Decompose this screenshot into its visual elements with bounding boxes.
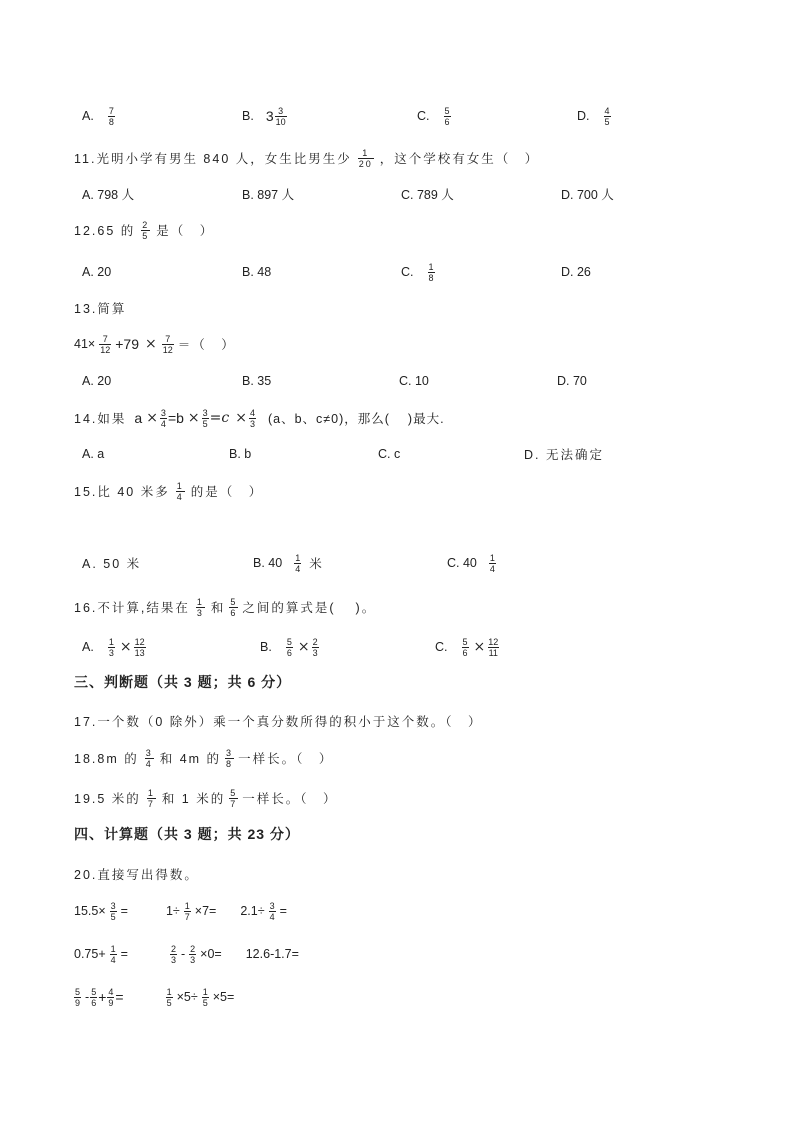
expression-text: 41×	[74, 337, 96, 351]
multiply-sign: ×	[235, 410, 247, 426]
question-17: 17.一个数（0 除外）乘一个真分数所得的积小于这个数。（ ）	[74, 715, 483, 729]
question-text: 和 4m 的	[159, 752, 222, 766]
question-text: 之间的算式是( )。	[242, 601, 377, 615]
fraction: $\frac{5}{6}$	[230, 596, 238, 618]
q13-option-d[interactable]: D. 70	[557, 374, 587, 388]
question-text: 15.比 40 米多	[74, 485, 170, 499]
q10-option-a[interactable]	[82, 104, 119, 128]
q12-option-b[interactable]: B. 48	[242, 265, 272, 279]
fraction: $\frac{5}{6}$	[286, 636, 292, 658]
q15-option-b[interactable]	[253, 551, 322, 575]
expression-text: ×5÷	[176, 990, 198, 1004]
q14-option-d[interactable]: D. 无法确定	[524, 448, 604, 462]
question-16	[74, 595, 376, 619]
q12-option-a[interactable]: A. 20	[82, 265, 112, 279]
fraction: $\frac{5}{6}$	[444, 105, 450, 127]
q15-option-a[interactable]: A. 50 米	[82, 557, 142, 571]
question-text: 14.如果	[74, 412, 127, 426]
option-label: C.	[417, 109, 430, 123]
q20-row-1	[74, 899, 287, 923]
fraction: $\frac{2}{5}$	[142, 219, 150, 241]
q16-option-b[interactable]	[260, 635, 323, 659]
q13-option-c[interactable]: C. 10	[399, 374, 429, 388]
fraction: $\frac{1}{4}$	[489, 552, 495, 574]
fraction: $\frac{3}{4}$	[160, 407, 166, 429]
expression-text: ＝（ ）	[177, 338, 236, 352]
option-label: D.	[577, 109, 590, 123]
question-11	[74, 146, 539, 170]
q13-option-b[interactable]: B. 35	[242, 374, 272, 388]
q14-option-a[interactable]: A. a	[82, 447, 105, 461]
question-text: 一样长。（ ）	[238, 752, 334, 766]
question-14	[74, 406, 445, 430]
q20-row-3	[74, 985, 234, 1009]
expression-text: 12.6-1.7=	[245, 947, 299, 961]
expression-text: 2.1÷	[240, 904, 265, 918]
multiply-sign: ×	[187, 410, 200, 426]
fraction: $\frac{1}{7}$	[147, 787, 155, 809]
question-13-expression	[74, 332, 236, 356]
q12-option-d[interactable]: D. 26	[561, 265, 591, 279]
option-text: 米	[309, 557, 322, 571]
fraction: $\frac{3}{8}$	[226, 747, 234, 769]
expression-text: =	[120, 947, 128, 961]
question-text: 16.不计算,结果在	[74, 601, 190, 615]
fraction: $\frac{1}{4}$	[176, 480, 184, 502]
q16-option-c[interactable]	[435, 635, 503, 659]
question-text: 是（ ）	[156, 224, 215, 238]
multiply-sign: ×	[473, 639, 486, 655]
fraction: $\frac{5}{6}$	[462, 636, 468, 658]
fraction: $\frac{3}{10}$	[275, 105, 286, 127]
fraction: $\frac{5}{6}$	[91, 986, 97, 1008]
expression-text: +79	[115, 336, 139, 352]
fraction: $\frac{3}{5}$	[110, 900, 116, 922]
expression-text: 15.5×	[74, 904, 106, 918]
option-label: C.	[401, 265, 414, 279]
expression-text: ×5=	[212, 990, 235, 1004]
option-label: C.	[435, 640, 448, 654]
variable-c: =c	[209, 410, 230, 426]
fraction: $\frac{1}{4}$	[110, 943, 116, 965]
q10-option-c[interactable]	[417, 104, 455, 128]
fraction: $\frac{4}{9}$	[108, 986, 114, 1008]
question-text: (a、b、c≠0)，那么( )最大.	[267, 412, 445, 426]
question-12	[74, 218, 214, 242]
section-heading-judgement: 三、判断题（共 3 题；共 6 分）	[74, 674, 292, 690]
multiply-sign: ×	[297, 639, 310, 655]
q15-option-c[interactable]	[447, 551, 500, 575]
question-text: 18.8m 的	[74, 752, 139, 766]
fraction: $\frac{7}{8}$	[108, 105, 114, 127]
whole-number: 3	[265, 108, 274, 124]
q10-option-d[interactable]	[577, 104, 615, 128]
equals-sign: =	[115, 989, 124, 1005]
option-text: B. 40	[253, 556, 283, 570]
fraction: $\frac{2}{3}$	[312, 636, 318, 658]
expression-text: ×0=	[200, 947, 222, 961]
expression-text: =	[120, 904, 128, 918]
question-text: 11.光明小学有男生 840 人，女生比男生少	[74, 152, 352, 166]
fraction: $\frac{4}{3}$	[249, 407, 255, 429]
q13-option-a[interactable]: A. 20	[82, 374, 112, 388]
question-text: ，这个学校有女生（ ）	[379, 152, 540, 166]
option-text: C. 40	[447, 556, 477, 570]
option-label: B.	[260, 640, 272, 654]
fraction: $\frac{3}{4}$	[145, 747, 153, 769]
section-heading-calculation: 四、计算题（共 3 题；共 23 分）	[74, 826, 300, 842]
q11-option-b[interactable]: B. 897 人	[242, 188, 295, 202]
minus-sign: -	[180, 947, 186, 961]
question-text: 一样长。（ ）	[242, 792, 338, 806]
question-18	[74, 746, 333, 770]
multiply-sign: ×	[146, 410, 158, 426]
expression-text: =	[279, 904, 287, 918]
fraction: $\frac{5}{9}$	[75, 986, 81, 1008]
minus-sign: -	[85, 990, 90, 1004]
multiply-sign: ×	[144, 336, 157, 352]
option-label: B.	[242, 109, 254, 123]
fraction: $\frac{7}{12}$	[162, 333, 173, 355]
question-20-title: 20.直接写出得数。	[74, 868, 199, 882]
fraction: $\frac{5}{7}$	[230, 787, 238, 809]
fraction: $\frac{2}{3}$	[190, 943, 196, 965]
fraction: $\frac{1}{3}$	[108, 636, 114, 658]
question-text: 的是（ ）	[190, 485, 264, 499]
fraction: $\frac{2}{3}$	[170, 943, 176, 965]
fraction: $\frac{3}{5}$	[202, 407, 208, 429]
fraction: $\frac{7}{12}$	[100, 333, 111, 355]
fraction: $\frac{1}{5}$	[166, 986, 172, 1008]
expression-text: 1÷	[165, 904, 180, 918]
fraction: $\frac{1}{20}$	[358, 147, 373, 169]
q11-option-d[interactable]: D. 700 人	[561, 188, 614, 202]
expression-text: ×7=	[194, 904, 217, 918]
question-text: 12.65 的	[74, 224, 136, 238]
question-text: 和	[210, 601, 226, 615]
expression-text: 0.75+	[74, 947, 106, 961]
question-13-title: 13.简算	[74, 302, 127, 316]
fraction: $\frac{1}{5}$	[202, 986, 208, 1008]
fraction: $\frac{3}{4}$	[269, 900, 275, 922]
q12-option-c[interactable]	[401, 260, 439, 284]
fraction: $\frac{1}{8}$	[428, 261, 434, 283]
variable-a: a	[134, 410, 143, 426]
q11-option-a[interactable]: A. 798 人	[82, 188, 135, 202]
q14-option-b[interactable]: B. b	[229, 447, 252, 461]
q20-row-2	[74, 942, 299, 966]
question-19	[74, 786, 338, 810]
question-text: 19.5 米的	[74, 792, 141, 806]
question-text: 和 1 米的	[161, 792, 226, 806]
fraction: $\frac{1}{4}$	[295, 552, 301, 574]
q11-option-c[interactable]: C. 789 人	[401, 188, 454, 202]
multiply-sign: ×	[119, 639, 132, 655]
q10-option-b[interactable]	[242, 104, 291, 128]
fraction: $\frac{12}{13}$	[134, 636, 145, 658]
question-15	[74, 479, 263, 503]
fraction: $\frac{4}{5}$	[604, 105, 610, 127]
q16-option-a[interactable]	[82, 635, 150, 659]
q14-option-c[interactable]: C. c	[378, 447, 401, 461]
option-label: A.	[82, 640, 94, 654]
option-label: A.	[82, 109, 94, 123]
fraction: $\frac{1}{7}$	[184, 900, 190, 922]
plus-sign: +	[98, 989, 107, 1005]
fraction: $\frac{12}{11}$	[488, 636, 499, 658]
variable-b: =b	[167, 410, 184, 426]
fraction: $\frac{1}{3}$	[196, 596, 204, 618]
